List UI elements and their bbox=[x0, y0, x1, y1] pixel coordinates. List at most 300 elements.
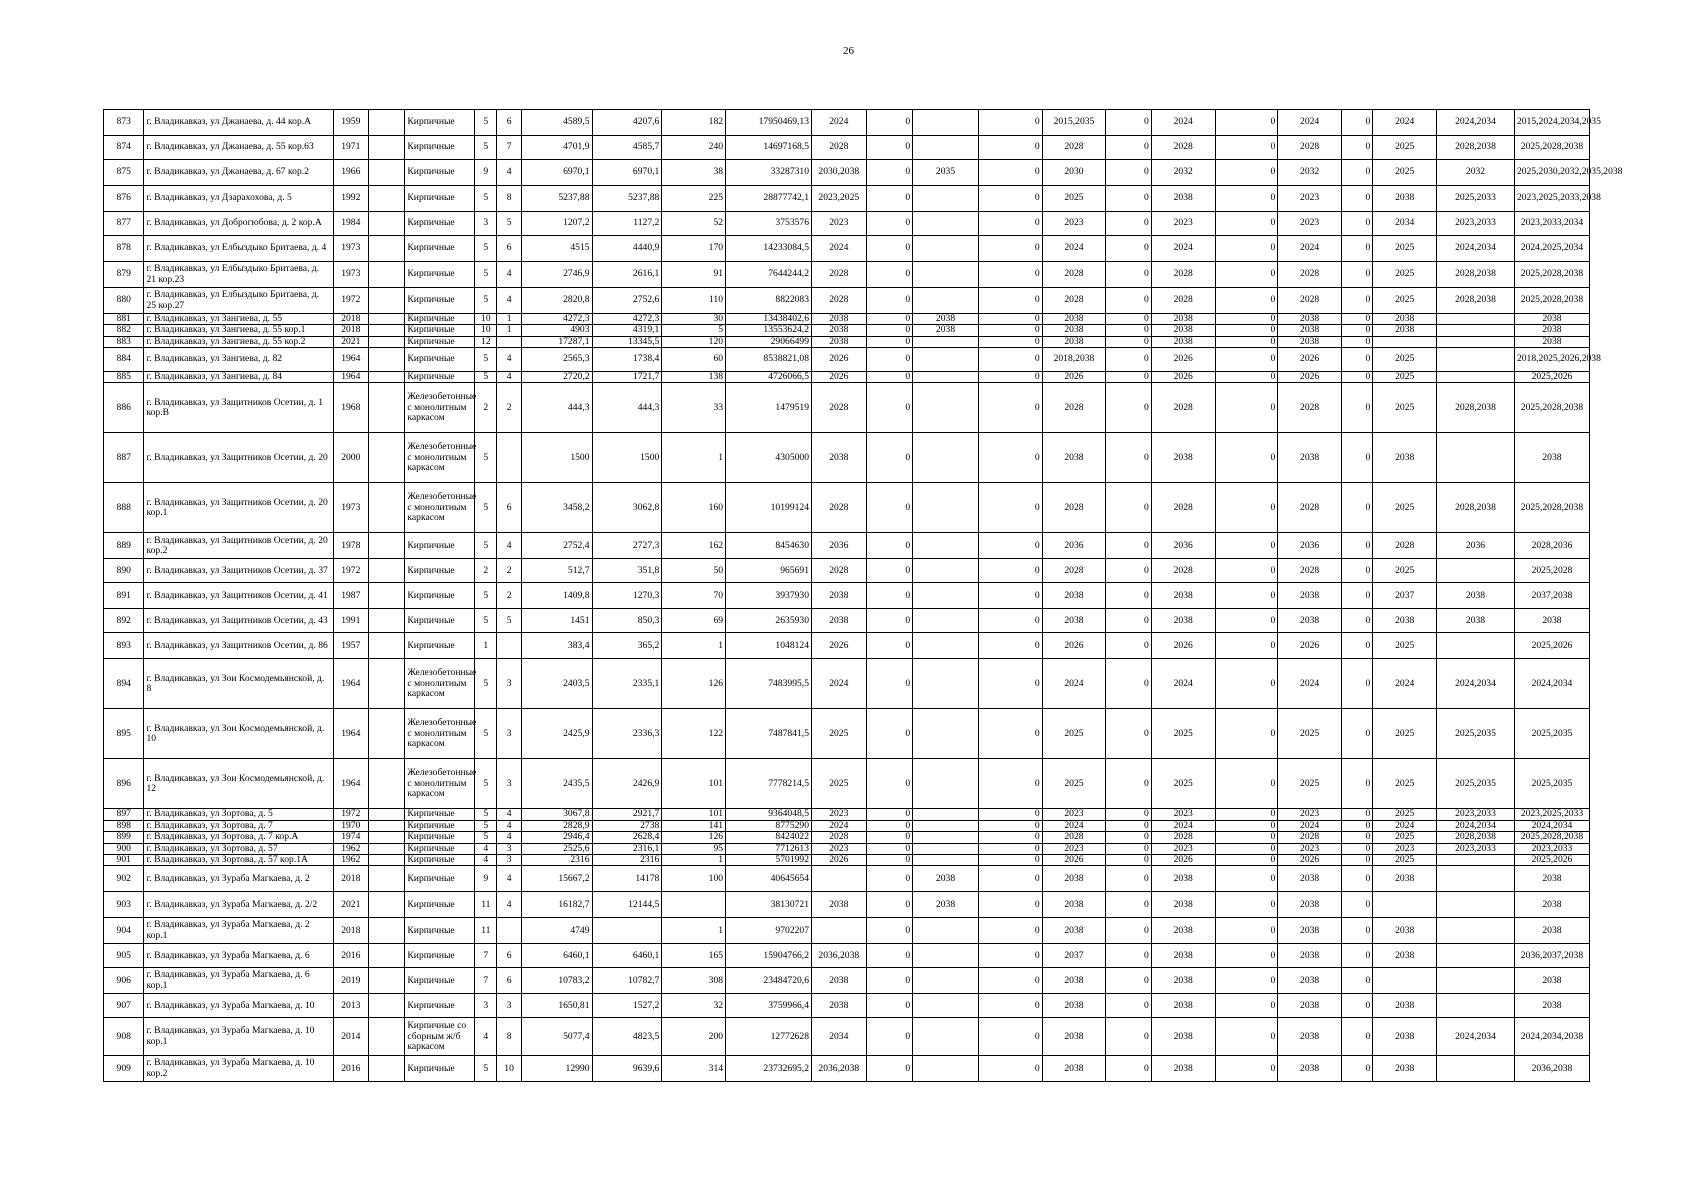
cell-roof-year bbox=[812, 866, 867, 892]
cell-residents: 225 bbox=[662, 186, 726, 212]
cell-water-year: 2038 bbox=[1278, 918, 1342, 944]
cell-value-4: 0 bbox=[1215, 110, 1278, 136]
cell-roof-year: 2038 bbox=[812, 892, 867, 918]
cell-heating-year: 2025 bbox=[1373, 236, 1437, 262]
cell-electric-year: 2038 bbox=[1151, 314, 1215, 325]
cell-residents: 126 bbox=[662, 659, 726, 709]
cell-roof-year: 2028 bbox=[812, 383, 867, 433]
cell-residents: 95 bbox=[662, 843, 726, 854]
cell-wall-material: Кирпичные bbox=[405, 212, 475, 236]
cell-value-4: 0 bbox=[1215, 944, 1278, 968]
cell-value-5: 0 bbox=[1341, 609, 1372, 633]
cell-address: г. Владикавказ, ул Зангиева, д. 84 bbox=[144, 372, 333, 383]
cell-blank bbox=[369, 759, 405, 809]
cell-value-5: 0 bbox=[1341, 336, 1372, 347]
cell-electric-year: 2024 bbox=[1151, 110, 1215, 136]
cell-address: г. Владикавказ, ул Зураба Магкаева, д. 2/2 bbox=[144, 892, 333, 918]
cell-foundation-year: 2030 bbox=[1042, 160, 1106, 186]
cell-residents: 126 bbox=[662, 832, 726, 843]
cell-value-1: 0 bbox=[866, 633, 913, 659]
cell-value-2: 0 bbox=[978, 433, 1042, 483]
cell-row-number: 903 bbox=[104, 892, 144, 918]
cell-foundation-year: 2024 bbox=[1042, 820, 1106, 831]
cell-cost: 8822083 bbox=[726, 288, 812, 314]
cell-elevator-year: 2024,2034 bbox=[1437, 110, 1515, 136]
cell-facade-year bbox=[913, 383, 979, 433]
cell-value-3: 0 bbox=[1106, 994, 1152, 1018]
cell-floors: 5 bbox=[475, 759, 497, 809]
cell-value-3: 0 bbox=[1106, 288, 1152, 314]
cell-value-3: 0 bbox=[1106, 559, 1152, 583]
cell-wall-material: Кирпичные bbox=[405, 944, 475, 968]
cell-build-year: 1970 bbox=[333, 820, 368, 831]
cell-foundation-year: 2038 bbox=[1042, 433, 1106, 483]
cell-value-5: 0 bbox=[1341, 866, 1372, 892]
cell-all-years: 2015,2024,2034,2035 bbox=[1514, 110, 1589, 136]
cell-cost: 2635930 bbox=[726, 609, 812, 633]
cell-living-area: 4823,5 bbox=[592, 1018, 662, 1056]
page-number: 26 bbox=[843, 45, 854, 57]
cell-build-year: 1972 bbox=[333, 809, 368, 820]
cell-blank bbox=[369, 110, 405, 136]
cell-wall-material: Кирпичные bbox=[405, 832, 475, 843]
cell-value-3: 0 bbox=[1106, 609, 1152, 633]
cell-wall-material: Кирпичные bbox=[405, 866, 475, 892]
cell-address: г. Владикавказ, ул Зои Космодемьянской, д. 8 bbox=[144, 659, 333, 709]
cell-blank bbox=[369, 433, 405, 483]
cell-facade-year bbox=[913, 336, 979, 347]
cell-foundation-year: 2028 bbox=[1042, 136, 1106, 160]
table-row bbox=[104, 609, 1590, 633]
cell-residents: 1 bbox=[662, 854, 726, 865]
cell-entrances: 8 bbox=[497, 186, 521, 212]
cell-heating-year: 2025 bbox=[1373, 759, 1437, 809]
cell-facade-year bbox=[913, 1018, 979, 1056]
cell-build-year: 2014 bbox=[333, 1018, 368, 1056]
cell-heating-year: 2038 bbox=[1373, 918, 1437, 944]
cell-residents: 52 bbox=[662, 212, 726, 236]
cell-cost: 23732695,2 bbox=[726, 1056, 812, 1082]
cell-water-year: 2028 bbox=[1278, 383, 1342, 433]
cell-electric-year: 2023 bbox=[1151, 809, 1215, 820]
cell-value-4: 0 bbox=[1215, 820, 1278, 831]
cell-value-2: 0 bbox=[978, 994, 1042, 1018]
cell-build-year: 1959 bbox=[333, 110, 368, 136]
cell-address: г. Владикавказ, ул Зураба Магкаева, д. 10 кор.1 bbox=[144, 1018, 333, 1056]
cell-value-1: 0 bbox=[866, 1056, 913, 1082]
cell-cost: 8775290 bbox=[726, 820, 812, 831]
cell-blank bbox=[369, 483, 405, 533]
cell-value-5: 0 bbox=[1341, 136, 1372, 160]
cell-heating-year: 2038 bbox=[1373, 186, 1437, 212]
cell-floors: 2 bbox=[475, 383, 497, 433]
cell-value-3: 0 bbox=[1106, 820, 1152, 831]
cell-row-number: 892 bbox=[104, 609, 144, 633]
cell-blank bbox=[369, 186, 405, 212]
cell-entrances: 4 bbox=[497, 533, 521, 559]
cell-roof-year: 2024 bbox=[812, 820, 867, 831]
cell-value-1: 0 bbox=[866, 483, 913, 533]
cell-roof-year: 2024 bbox=[812, 236, 867, 262]
cell-row-number: 900 bbox=[104, 843, 144, 854]
cell-value-4: 0 bbox=[1215, 659, 1278, 709]
cell-value-4: 0 bbox=[1215, 892, 1278, 918]
cell-cost: 38130721 bbox=[726, 892, 812, 918]
cell-value-3: 0 bbox=[1106, 372, 1152, 383]
cell-cost: 4305000 bbox=[726, 433, 812, 483]
cell-address: г. Владикавказ, ул Дзарахохова, д. 5 bbox=[144, 186, 333, 212]
cell-value-5: 0 bbox=[1341, 383, 1372, 433]
cell-elevator-year bbox=[1437, 994, 1515, 1018]
cell-living-area: 4207,6 bbox=[592, 110, 662, 136]
cell-electric-year: 2038 bbox=[1151, 994, 1215, 1018]
cell-value-2: 0 bbox=[978, 854, 1042, 865]
cell-row-number: 889 bbox=[104, 533, 144, 559]
cell-value-3: 0 bbox=[1106, 659, 1152, 709]
cell-row-number: 875 bbox=[104, 160, 144, 186]
cell-elevator-year bbox=[1437, 968, 1515, 994]
cell-row-number: 887 bbox=[104, 433, 144, 483]
cell-residents: 1 bbox=[662, 433, 726, 483]
cell-floors: 4 bbox=[475, 854, 497, 865]
cell-blank bbox=[369, 866, 405, 892]
cell-foundation-year: 2025 bbox=[1042, 186, 1106, 212]
cell-total-area: 4589,5 bbox=[521, 110, 592, 136]
cell-value-2: 0 bbox=[978, 212, 1042, 236]
cell-value-3: 0 bbox=[1106, 759, 1152, 809]
cell-roof-year: 2034 bbox=[812, 1018, 867, 1056]
cell-floors: 11 bbox=[475, 918, 497, 944]
cell-residents: 138 bbox=[662, 372, 726, 383]
cell-living-area: 1500 bbox=[592, 433, 662, 483]
cell-cost: 13553624,2 bbox=[726, 325, 812, 336]
cell-value-5: 0 bbox=[1341, 1056, 1372, 1082]
cell-roof-year: 2028 bbox=[812, 832, 867, 843]
cell-floors: 5 bbox=[475, 348, 497, 372]
cell-row-number: 879 bbox=[104, 262, 144, 288]
cell-all-years: 2025,2028,2038 bbox=[1514, 483, 1589, 533]
cell-value-2: 0 bbox=[978, 136, 1042, 160]
cell-elevator-year bbox=[1437, 633, 1515, 659]
cell-foundation-year: 2024 bbox=[1042, 659, 1106, 709]
cell-value-1: 0 bbox=[866, 892, 913, 918]
cell-foundation-year: 2024 bbox=[1042, 236, 1106, 262]
cell-heating-year bbox=[1373, 892, 1437, 918]
cell-roof-year: 2023 bbox=[812, 212, 867, 236]
table-row bbox=[104, 994, 1590, 1018]
cell-all-years: 2038 bbox=[1514, 609, 1589, 633]
cell-address: г. Владикавказ, ул Защитников Осетии, д. 86 bbox=[144, 633, 333, 659]
cell-value-3: 0 bbox=[1106, 314, 1152, 325]
cell-roof-year: 2028 bbox=[812, 559, 867, 583]
cell-entrances: 6 bbox=[497, 944, 521, 968]
cell-facade-year bbox=[913, 709, 979, 759]
cell-living-area: 351,8 bbox=[592, 559, 662, 583]
cell-heating-year: 2025 bbox=[1373, 809, 1437, 820]
cell-value-4: 0 bbox=[1215, 160, 1278, 186]
cell-floors: 5 bbox=[475, 433, 497, 483]
cell-build-year: 1972 bbox=[333, 288, 368, 314]
cell-value-1: 0 bbox=[866, 944, 913, 968]
cell-residents: 141 bbox=[662, 820, 726, 831]
cell-residents: 5 bbox=[662, 325, 726, 336]
cell-roof-year: 2024 bbox=[812, 659, 867, 709]
cell-blank bbox=[369, 944, 405, 968]
cell-wall-material: Кирпичные bbox=[405, 110, 475, 136]
cell-facade-year: 2038 bbox=[913, 892, 979, 918]
cell-facade-year bbox=[913, 559, 979, 583]
cell-row-number: 908 bbox=[104, 1018, 144, 1056]
cell-row-number: 888 bbox=[104, 483, 144, 533]
cell-build-year: 1978 bbox=[333, 533, 368, 559]
cell-wall-material: Кирпичные bbox=[405, 820, 475, 831]
cell-value-2: 0 bbox=[978, 372, 1042, 383]
cell-cost: 7644244,2 bbox=[726, 262, 812, 288]
cell-heating-year: 2037 bbox=[1373, 583, 1437, 609]
cell-all-years: 2024,2025,2034 bbox=[1514, 236, 1589, 262]
cell-address: г. Владикавказ, ул Зортова, д. 57 кор.1А bbox=[144, 854, 333, 865]
cell-value-2: 0 bbox=[978, 809, 1042, 820]
cell-value-1: 0 bbox=[866, 866, 913, 892]
cell-facade-year bbox=[913, 944, 979, 968]
cell-value-5: 0 bbox=[1341, 262, 1372, 288]
cell-heating-year: 2025 bbox=[1373, 854, 1437, 865]
cell-value-5: 0 bbox=[1341, 433, 1372, 483]
cell-row-number: 882 bbox=[104, 325, 144, 336]
cell-value-2: 0 bbox=[978, 325, 1042, 336]
cell-elevator-year: 2032 bbox=[1437, 160, 1515, 186]
cell-all-years: 2023,2033 bbox=[1514, 843, 1589, 854]
cell-value-5: 0 bbox=[1341, 918, 1372, 944]
cell-living-area: 2738 bbox=[592, 820, 662, 831]
cell-heating-year: 2025 bbox=[1373, 709, 1437, 759]
cell-wall-material: Кирпичные bbox=[405, 348, 475, 372]
cell-roof-year: 2023 bbox=[812, 843, 867, 854]
cell-elevator-year: 2028,2038 bbox=[1437, 288, 1515, 314]
cell-floors: 5 bbox=[475, 533, 497, 559]
cell-roof-year: 2036,2038 bbox=[812, 1056, 867, 1082]
cell-cost: 23484720,6 bbox=[726, 968, 812, 994]
cell-all-years: 2025,2026 bbox=[1514, 372, 1589, 383]
table-row bbox=[104, 918, 1590, 944]
cell-blank bbox=[369, 325, 405, 336]
cell-build-year: 1992 bbox=[333, 186, 368, 212]
cell-wall-material: Кирпичные bbox=[405, 918, 475, 944]
table-row bbox=[104, 709, 1590, 759]
cell-build-year: 1964 bbox=[333, 709, 368, 759]
cell-total-area: 16182,7 bbox=[521, 892, 592, 918]
cell-living-area: 4585,7 bbox=[592, 136, 662, 160]
cell-entrances: 4 bbox=[497, 372, 521, 383]
cell-electric-year: 2038 bbox=[1151, 336, 1215, 347]
cell-water-year: 2023 bbox=[1278, 186, 1342, 212]
cell-electric-year: 2028 bbox=[1151, 136, 1215, 160]
cell-water-year: 2036 bbox=[1278, 533, 1342, 559]
cell-blank bbox=[369, 348, 405, 372]
cell-foundation-year: 2026 bbox=[1042, 372, 1106, 383]
cell-value-5: 0 bbox=[1341, 348, 1372, 372]
cell-residents: 160 bbox=[662, 483, 726, 533]
cell-value-3: 0 bbox=[1106, 262, 1152, 288]
cell-entrances: 3 bbox=[497, 709, 521, 759]
cell-address: г. Владикавказ, ул Зураба Магкаева, д. 2 bbox=[144, 866, 333, 892]
cell-foundation-year: 2038 bbox=[1042, 1018, 1106, 1056]
cell-value-2: 0 bbox=[978, 609, 1042, 633]
cell-roof-year: 2028 bbox=[812, 483, 867, 533]
cell-cost: 33287310 bbox=[726, 160, 812, 186]
cell-build-year: 2019 bbox=[333, 968, 368, 994]
cell-value-1: 0 bbox=[866, 994, 913, 1018]
cell-value-4: 0 bbox=[1215, 918, 1278, 944]
cell-total-area: 2316 bbox=[521, 854, 592, 865]
cell-water-year: 2025 bbox=[1278, 759, 1342, 809]
cell-residents: 200 bbox=[662, 1018, 726, 1056]
cell-entrances: 6 bbox=[497, 110, 521, 136]
table-row bbox=[104, 325, 1590, 336]
cell-value-1: 0 bbox=[866, 659, 913, 709]
cell-value-5: 0 bbox=[1341, 236, 1372, 262]
cell-foundation-year: 2038 bbox=[1042, 325, 1106, 336]
cell-cost: 965691 bbox=[726, 559, 812, 583]
cell-value-5: 0 bbox=[1341, 759, 1372, 809]
cell-address: г. Владикавказ, ул Зангиева, д. 55 кор.2 bbox=[144, 336, 333, 347]
cell-total-area: 4903 bbox=[521, 325, 592, 336]
cell-value-4: 0 bbox=[1215, 968, 1278, 994]
cell-build-year: 2000 bbox=[333, 433, 368, 483]
cell-value-4: 0 bbox=[1215, 609, 1278, 633]
cell-electric-year: 2038 bbox=[1151, 186, 1215, 212]
cell-living-area: 1270,3 bbox=[592, 583, 662, 609]
cell-value-2: 0 bbox=[978, 918, 1042, 944]
cell-electric-year: 2028 bbox=[1151, 832, 1215, 843]
cell-value-5: 0 bbox=[1341, 1018, 1372, 1056]
cell-heating-year: 2038 bbox=[1373, 433, 1437, 483]
cell-value-3: 0 bbox=[1106, 583, 1152, 609]
table-row bbox=[104, 314, 1590, 325]
cell-roof-year: 2026 bbox=[812, 854, 867, 865]
cell-living-area: 1527,2 bbox=[592, 994, 662, 1018]
cell-heating-year: 2038 bbox=[1373, 1018, 1437, 1056]
cell-blank bbox=[369, 1056, 405, 1082]
cell-wall-material: Железобетонные с монолитным каркасом bbox=[405, 433, 475, 483]
cell-value-2: 0 bbox=[978, 633, 1042, 659]
cell-value-3: 0 bbox=[1106, 236, 1152, 262]
cell-roof-year: 2023 bbox=[812, 809, 867, 820]
cell-value-5: 0 bbox=[1341, 854, 1372, 865]
cell-water-year: 2038 bbox=[1278, 336, 1342, 347]
cell-wall-material: Железобетонные с монолитным каркасом bbox=[405, 383, 475, 433]
cell-value-1: 0 bbox=[866, 709, 913, 759]
cell-water-year: 2038 bbox=[1278, 1018, 1342, 1056]
cell-value-1: 0 bbox=[866, 820, 913, 831]
cell-elevator-year: 2023,2033 bbox=[1437, 809, 1515, 820]
cell-floors: 12 bbox=[475, 336, 497, 347]
cell-total-area: 1650,81 bbox=[521, 994, 592, 1018]
cell-heating-year: 2025 bbox=[1373, 136, 1437, 160]
cell-cost: 8454630 bbox=[726, 533, 812, 559]
cell-heating-year: 2028 bbox=[1373, 533, 1437, 559]
cell-blank bbox=[369, 136, 405, 160]
cell-floors: 2 bbox=[475, 559, 497, 583]
cell-address: г. Владикавказ, ул Зураба Магкаева, д. 6 bbox=[144, 944, 333, 968]
cell-address: г. Владикавказ, ул Зортова, д. 5 bbox=[144, 809, 333, 820]
cell-value-5: 0 bbox=[1341, 994, 1372, 1018]
cell-address: г. Владикавказ, ул Защитников Осетии, д. 20 кор.1 bbox=[144, 483, 333, 533]
cell-facade-year bbox=[913, 288, 979, 314]
cell-foundation-year: 2037 bbox=[1042, 944, 1106, 968]
cell-water-year: 2028 bbox=[1278, 288, 1342, 314]
cell-build-year: 1972 bbox=[333, 559, 368, 583]
cell-wall-material: Кирпичные bbox=[405, 160, 475, 186]
cell-blank bbox=[369, 609, 405, 633]
cell-total-area: 5077,4 bbox=[521, 1018, 592, 1056]
cell-floors: 7 bbox=[475, 944, 497, 968]
cell-value-3: 0 bbox=[1106, 186, 1152, 212]
cell-address: г. Владикавказ, ул Зангиева, д. 55 bbox=[144, 314, 333, 325]
cell-roof-year: 2030,2038 bbox=[812, 160, 867, 186]
cell-value-5: 0 bbox=[1341, 892, 1372, 918]
cell-electric-year: 2028 bbox=[1151, 483, 1215, 533]
cell-blank bbox=[369, 843, 405, 854]
cell-living-area: 2628,4 bbox=[592, 832, 662, 843]
cell-heating-year: 2023 bbox=[1373, 843, 1437, 854]
cell-cost: 3937930 bbox=[726, 583, 812, 609]
cell-address: г. Владикавказ, ул Защитников Осетии, д. 43 bbox=[144, 609, 333, 633]
cell-blank bbox=[369, 336, 405, 347]
cell-all-years: 2038 bbox=[1514, 433, 1589, 483]
cell-value-5: 0 bbox=[1341, 820, 1372, 831]
cell-all-years: 2024,2034 bbox=[1514, 659, 1589, 709]
cell-total-area: 2752,4 bbox=[521, 533, 592, 559]
cell-value-4: 0 bbox=[1215, 809, 1278, 820]
cell-electric-year: 2038 bbox=[1151, 1018, 1215, 1056]
cell-entrances: 4 bbox=[497, 348, 521, 372]
cell-total-area: 1207,2 bbox=[521, 212, 592, 236]
cell-total-area: 2565,3 bbox=[521, 348, 592, 372]
cell-water-year: 2028 bbox=[1278, 483, 1342, 533]
cell-electric-year: 2038 bbox=[1151, 944, 1215, 968]
cell-floors: 5 bbox=[475, 236, 497, 262]
cell-water-year: 2038 bbox=[1278, 892, 1342, 918]
cell-blank bbox=[369, 918, 405, 944]
cell-address: г. Владикавказ, ул Зураба Магкаева, д. 10 кор.2 bbox=[144, 1056, 333, 1082]
cell-build-year: 2018 bbox=[333, 325, 368, 336]
cell-water-year: 2038 bbox=[1278, 314, 1342, 325]
cell-water-year: 2038 bbox=[1278, 866, 1342, 892]
cell-blank bbox=[369, 892, 405, 918]
cell-floors: 5 bbox=[475, 372, 497, 383]
cell-residents: 50 bbox=[662, 559, 726, 583]
cell-all-years: 2036,2038 bbox=[1514, 1056, 1589, 1082]
table-row bbox=[104, 854, 1590, 865]
cell-foundation-year: 2028 bbox=[1042, 559, 1106, 583]
cell-row-number: 904 bbox=[104, 918, 144, 944]
cell-heating-year: 2025 bbox=[1373, 372, 1437, 383]
cell-build-year: 2018 bbox=[333, 314, 368, 325]
cell-living-area: 2335,1 bbox=[592, 659, 662, 709]
cell-value-4: 0 bbox=[1215, 314, 1278, 325]
cell-electric-year: 2024 bbox=[1151, 820, 1215, 831]
cell-living-area: 2752,6 bbox=[592, 288, 662, 314]
cell-build-year: 1964 bbox=[333, 372, 368, 383]
cell-wall-material: Кирпичные bbox=[405, 186, 475, 212]
table-row bbox=[104, 843, 1590, 854]
cell-living-area: 6460,1 bbox=[592, 944, 662, 968]
cell-living-area: 3062,8 bbox=[592, 483, 662, 533]
cell-value-1: 0 bbox=[866, 968, 913, 994]
cell-value-3: 0 bbox=[1106, 633, 1152, 659]
cell-floors: 5 bbox=[475, 583, 497, 609]
